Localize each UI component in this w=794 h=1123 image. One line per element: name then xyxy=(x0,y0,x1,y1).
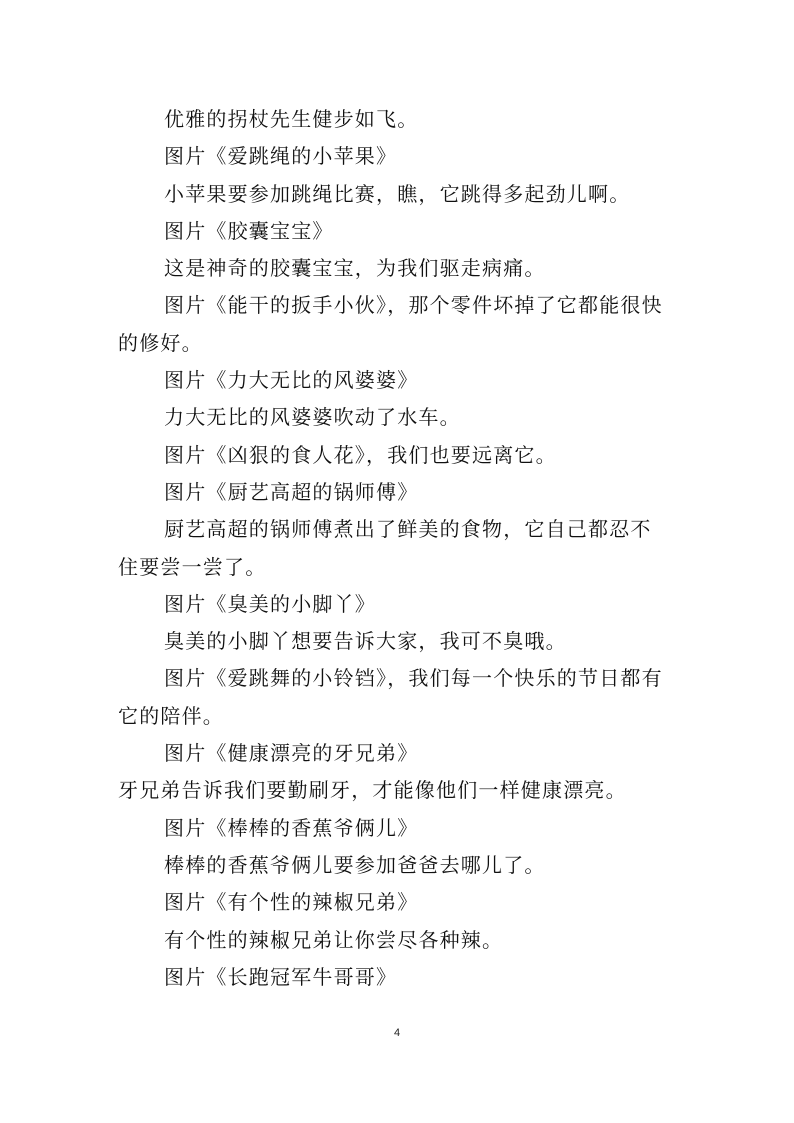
text-line: 臭美的小脚丫想要告诉大家，我可不臭哦。 xyxy=(164,629,567,654)
text-line: 图片《长跑冠军牛哥哥》 xyxy=(164,964,398,989)
text-line: 力大无比的风婆婆吹动了水车。 xyxy=(164,405,461,430)
text-line: 牙兄弟告诉我们要勤刷牙，才能像他们一样健康漂亮。 xyxy=(118,778,627,803)
text-line: 有个性的辣椒兄弟让你尝尽各种辣。 xyxy=(164,927,504,952)
text-line: 图片《爱跳绳的小苹果》 xyxy=(164,144,398,169)
text-line: 图片《臭美的小脚丫》 xyxy=(164,591,376,616)
text-line: 图片《棒棒的香蕉爷俩儿》 xyxy=(164,815,419,840)
text-line: 住要尝一尝了。 xyxy=(118,554,267,579)
text-line: 图片《能干的扳手小伙》，那个零件坏掉了它都能很快 xyxy=(164,293,663,318)
text-line: 图片《厨艺高超的锅师傅》 xyxy=(164,479,419,504)
text-line: 这是神奇的胶囊宝宝，为我们驱走病痛。 xyxy=(164,256,546,281)
page-number: 4 xyxy=(393,1027,401,1039)
text-line: 图片《力大无比的风婆婆》 xyxy=(164,368,419,393)
text-line: 图片《凶狠的食人花》，我们也要远离它。 xyxy=(164,442,557,467)
text-line: 小苹果要参加跳绳比赛，瞧，它跳得多起劲儿啊。 xyxy=(164,181,631,206)
body-text xyxy=(118,101,678,996)
text-line: 图片《胶囊宝宝》 xyxy=(164,218,334,243)
text-line: 棒棒的香蕉爷俩儿要参加爸爸去哪儿了。 xyxy=(164,852,546,877)
text-line: 优雅的拐杖先生健步如飞。 xyxy=(164,107,419,131)
text-line: 图片《健康漂亮的牙兄弟》 xyxy=(164,741,419,766)
text-line: 厨艺高超的锅师傅煮出了鲜美的食物，它自己都忍不 xyxy=(164,517,652,542)
text-line: 它的陪伴。 xyxy=(118,703,224,728)
text-line: 图片《爱跳舞的小铃铛》，我们每一个快乐的节日都有 xyxy=(164,666,663,691)
text-line: 图片《有个性的辣椒兄弟》 xyxy=(164,890,419,915)
text-line: 的修好。 xyxy=(118,330,203,355)
